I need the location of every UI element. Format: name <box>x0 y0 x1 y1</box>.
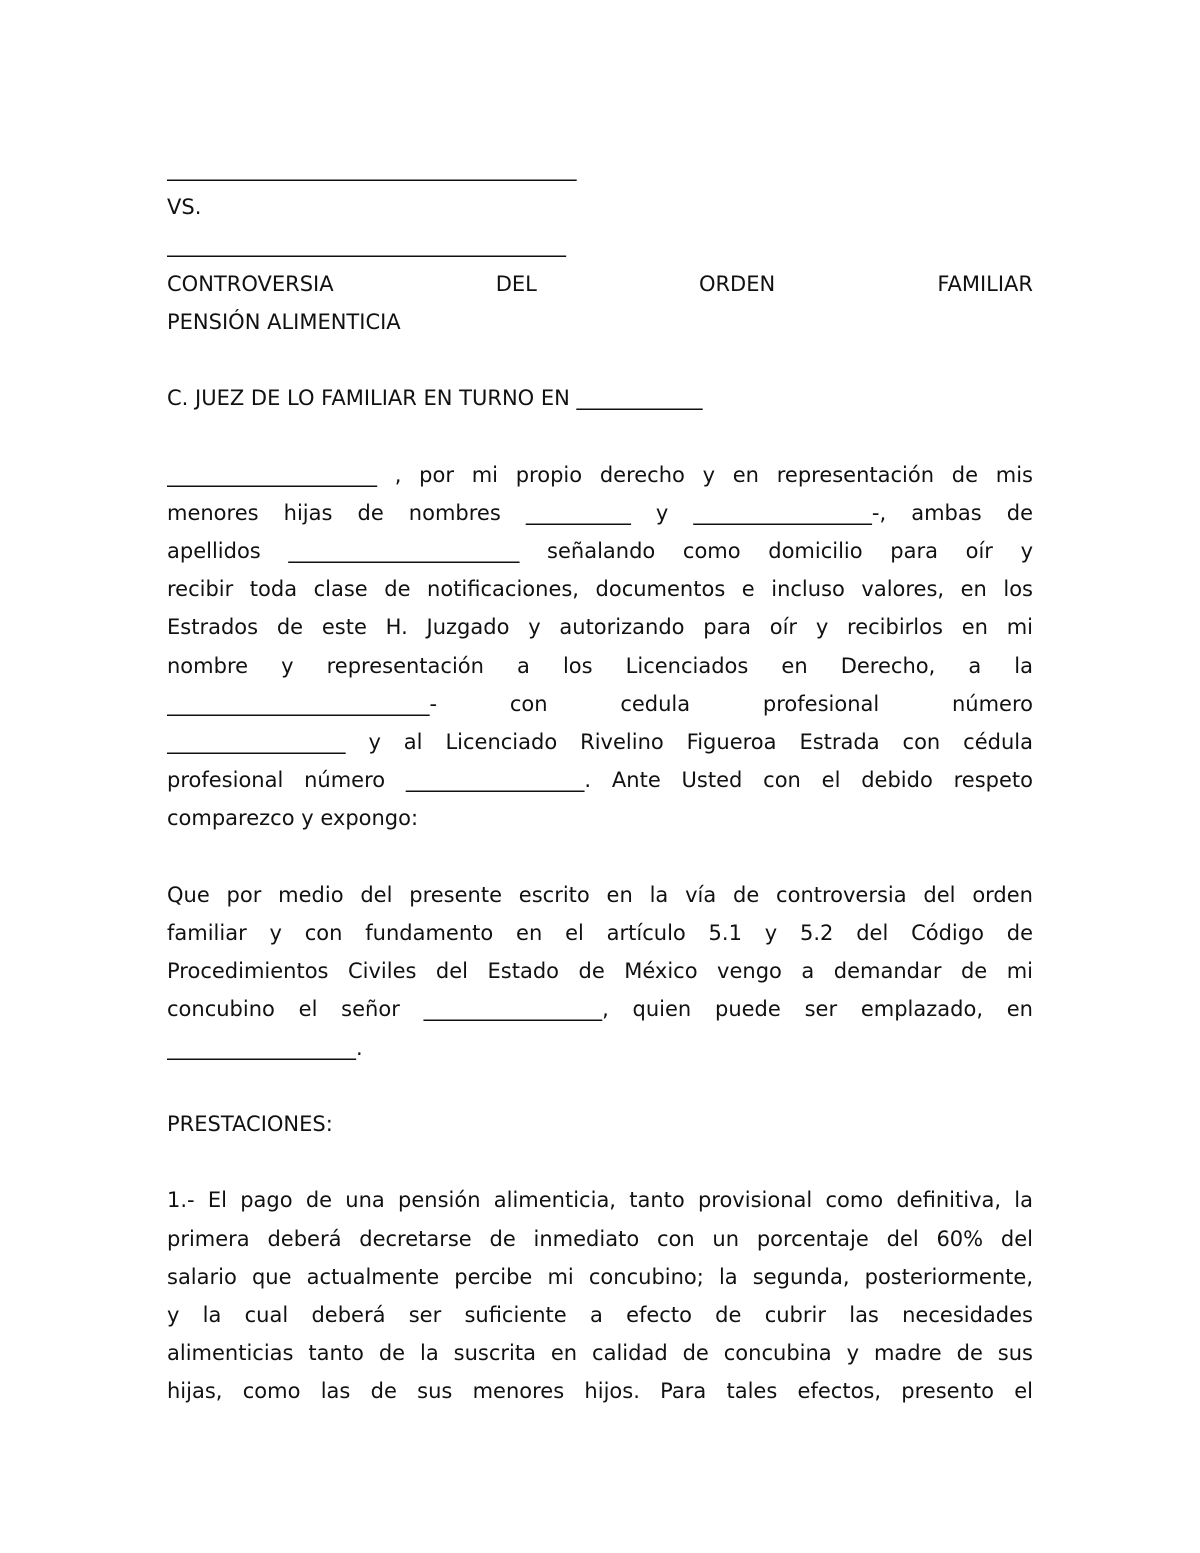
addressee-line: C. JUEZ DE LO FAMILIAR EN TURNO EN ____________ <box>167 386 703 411</box>
paragraph-line: nombre y representación a los Licenciados en Derecho, a la <box>167 653 1033 678</box>
paragraph-line: concubino el señor _________________, quien puede ser emplazado, en <box>167 997 1033 1022</box>
party-two-blank: ______________________________________ <box>167 233 566 258</box>
case-subtype: PENSIÓN ALIMENTICIA <box>167 309 401 334</box>
case-type-heading <box>167 265 1033 303</box>
paragraph-line: 1.- El pago de una pensión alimenticia, tanto provisional como definitiva, la <box>167 1188 1033 1213</box>
paragraph-line: familiar y con fundamento en el artículo 5.1 y 5.2 del Código de <box>167 921 1033 946</box>
paragraph-line: __________________. <box>167 1035 363 1060</box>
case-type-word: ORDEN <box>698 271 776 296</box>
paragraph-line: Estrados de este H. Juzgado y autorizando para oír y recibirlos en mi <box>167 615 1033 640</box>
paragraph-line: menores hijas de nombres __________ y _________________-, ambas de <box>167 500 1033 525</box>
case-type-word: FAMILIAR <box>937 271 1033 296</box>
paragraph-line: recibir toda clase de notificaciones, documentos e incluso valores, en los <box>167 577 1033 602</box>
spacer <box>167 838 1033 876</box>
section-heading-prestaciones: PRESTACIONES: <box>167 1112 333 1137</box>
paragraph-line: _________________ y al Licenciado Rivelino Figueroa Estrada con cédula <box>167 730 1033 755</box>
paragraph-line: ____________________ , por mi propio derecho y en representación de mis <box>167 462 1033 487</box>
paragraph-line: Que por medio del presente escrito en la vía de controversia del orden <box>167 882 1033 907</box>
paragraph-line: salario que actualmente percibe mi concubino; la segunda, posteriormente, <box>167 1264 1033 1289</box>
spacer <box>167 1143 1033 1181</box>
spacer <box>167 417 1033 455</box>
paragraph-line: hijas, como las de sus menores hijos. Para tales efectos, presento el <box>167 1379 1033 1404</box>
versus-label: VS. <box>167 195 202 220</box>
paragraph-line: apellidos ______________________ señalando como domicilio para oír y <box>167 539 1033 563</box>
spacer <box>167 341 1033 379</box>
paragraph-line: profesional número _________________. Ante Usted con el debido respeto <box>167 768 1033 793</box>
paragraph-line: _________________________- con cedula profesional número <box>167 691 1033 716</box>
spacer <box>167 1067 1033 1105</box>
document-body <box>167 150 1033 1411</box>
intro-paragraph <box>167 456 1033 838</box>
paragraph-line: primera deberá decretarse de inmediato con un porcentaje del 60% del <box>167 1226 1033 1251</box>
paragraph-line: alimenticias tanto de la suscrita en calidad de concubina y madre de sus <box>167 1341 1033 1366</box>
prestacion-paragraph <box>167 1181 1033 1410</box>
demand-paragraph <box>167 876 1033 1067</box>
case-type-word: DEL <box>495 271 537 296</box>
party-one-blank: _______________________________________ <box>167 157 577 181</box>
case-type-word: CONTROVERSIA <box>167 271 334 296</box>
paragraph-line: comparezco y expongo: <box>167 806 419 831</box>
paragraph-line: y la cual deberá ser suficiente a efecto de cubrir las necesidades <box>167 1303 1033 1328</box>
paragraph-line: Procedimientos Civiles del Estado de México vengo a demandar de mi <box>167 959 1033 984</box>
